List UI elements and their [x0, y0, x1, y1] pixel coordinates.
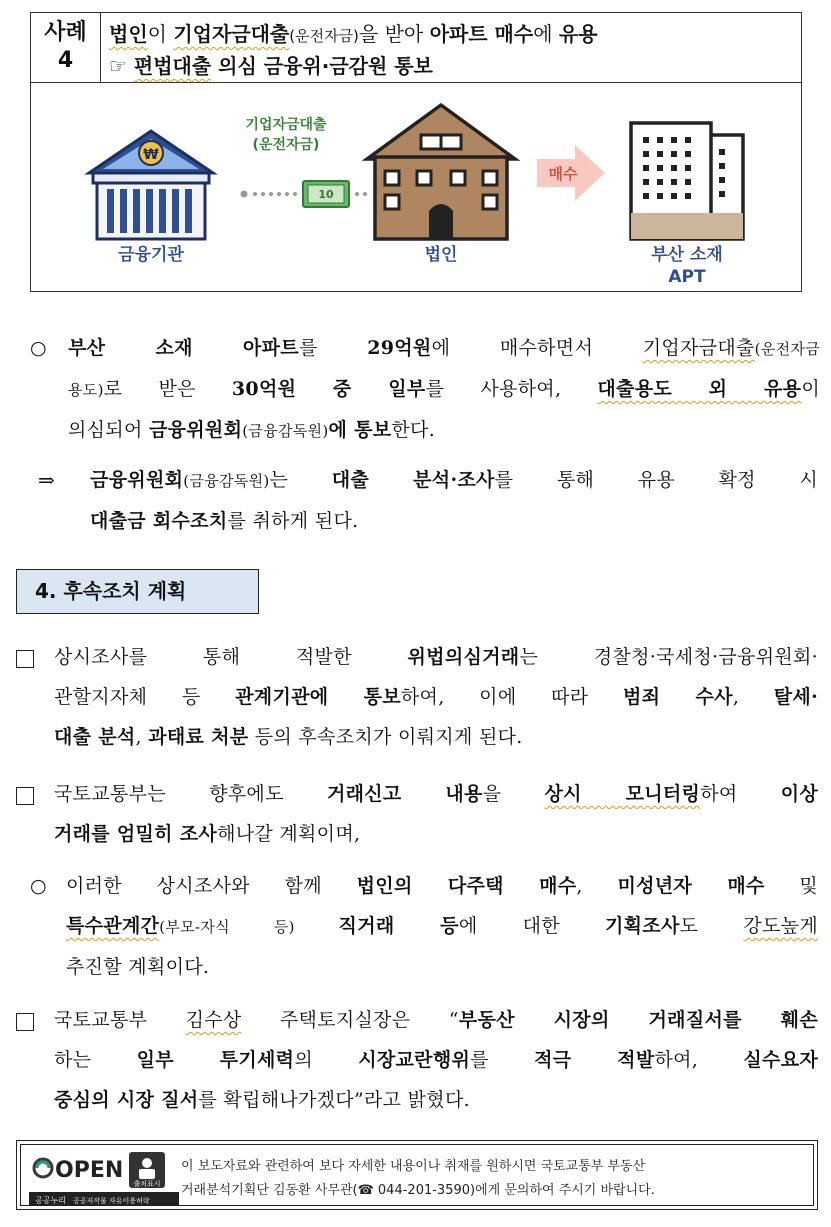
bank-icon	[89, 131, 213, 239]
text: 해나갈 계획이며,	[217, 823, 361, 845]
circle-bullet: ○	[30, 875, 47, 897]
flow-dots	[241, 191, 298, 198]
text: 이상	[780, 783, 819, 805]
pointer-icon: ☞	[109, 54, 127, 78]
text: 를 취하게 된다.	[227, 510, 359, 532]
checkbox-bullet-icon	[16, 650, 34, 668]
case-title-part: 유용	[558, 22, 598, 46]
text: 대출 분석	[54, 726, 136, 748]
text: 를 통해 유용 확정 시	[494, 469, 818, 491]
flow-illustration	[31, 83, 801, 291]
text: 금융위원회	[148, 419, 243, 441]
logo-text: OPEN	[55, 1158, 124, 1183]
text: 국토교통부	[54, 1009, 186, 1031]
text: 대출 분석·조사	[331, 469, 495, 491]
arrow-icon: ⇒	[38, 468, 56, 492]
corporation-building-icon	[367, 105, 515, 239]
text: 를	[470, 1049, 535, 1071]
text: 미성년자 매수	[617, 875, 765, 897]
text: ,	[576, 875, 618, 897]
paragraph-case-detail	[30, 328, 820, 451]
bank-label: 금융기관	[118, 245, 184, 265]
text: 중심의 시장 질서	[54, 1089, 199, 1111]
text: 에 매수하면서	[431, 337, 643, 359]
text: 이러한 상시조사와 함께	[66, 875, 357, 897]
money-icon	[303, 181, 349, 207]
case-title-part: 편법대출	[133, 54, 212, 78]
logo-subtext: 공공누리	[35, 1196, 66, 1205]
case-header	[31, 13, 801, 83]
text: 탈세·	[773, 686, 818, 708]
text: 를	[298, 337, 368, 359]
loan-label: 기업자금대출	[245, 117, 327, 133]
list-item	[16, 774, 818, 854]
text: 하는	[54, 1049, 137, 1071]
text: 직거래 등	[338, 915, 459, 937]
circle-bullet: ○	[30, 337, 47, 359]
text: 시장교란행위	[358, 1049, 471, 1071]
text: 용도)	[68, 381, 104, 399]
footer-line: 거래분석기획단 김동환 사무관(☎ 044-201-3590)에게 문의하여 주시기 바랍니다.	[181, 1183, 655, 1198]
apt-label: 부산 소재	[651, 245, 723, 265]
text: 30억원 중 일부	[231, 378, 426, 400]
case-title-part: 이	[147, 22, 174, 46]
text: 강도높게	[743, 915, 818, 937]
text: 적극 적발	[534, 1049, 655, 1071]
text: 과태료 처분	[148, 726, 249, 748]
text: 대출용도 외 유용	[597, 378, 802, 400]
text: (금융감독원)	[183, 472, 270, 490]
text: 하여	[700, 783, 781, 805]
case-title-part: (운전자금)	[289, 27, 359, 45]
text: 거래신고 내용	[326, 783, 483, 805]
case-title-part: 에	[533, 22, 559, 46]
text: (부모-자식 등)	[159, 918, 339, 936]
loan-label-sub: (운전자금)	[252, 137, 320, 153]
footer-inner	[20, 1144, 814, 1206]
section-title: 4. 후속조치 계획	[16, 569, 259, 614]
text: 의	[294, 1049, 359, 1071]
text: 를 사용하여,	[425, 378, 598, 400]
case-title-part: 을 받아	[358, 22, 430, 46]
text: 도	[679, 915, 744, 937]
logo-badge: 출처표시	[133, 1180, 161, 1188]
logo-subtext-2: 공공저작물 자유이용허락	[73, 1197, 150, 1205]
text: 대출금 회수조치	[90, 510, 228, 532]
text: 하여,	[654, 1049, 744, 1071]
text: 주택토지실장은 “	[241, 1009, 459, 1031]
footer-contact	[181, 1155, 821, 1203]
case-title-part: 기업자금대출	[173, 22, 290, 46]
text: 29억원	[367, 337, 432, 359]
text: (운전자금	[754, 340, 820, 358]
case-title	[109, 19, 799, 81]
text: 기획조사	[605, 915, 680, 937]
text: 위법의심거래	[407, 646, 520, 668]
list-subitem	[30, 866, 818, 987]
text: 관할지자체 등	[54, 686, 236, 708]
text: (금융감독원)	[242, 422, 329, 440]
text: 는 경찰청·국세청·금융위원회·	[519, 646, 818, 668]
text: 추진할 계획이다.	[66, 956, 210, 978]
text: 에 대한	[458, 915, 605, 937]
text: 한다.	[391, 419, 436, 441]
text: 는	[269, 469, 332, 491]
case-illustration	[31, 83, 801, 291]
text: 기업자금대출	[642, 337, 755, 359]
list-item	[16, 1000, 818, 1120]
apt-label-sub: APT	[668, 267, 706, 287]
list-item	[16, 637, 818, 757]
text: 의심되어	[68, 419, 149, 441]
checkbox-bullet-icon	[16, 787, 34, 805]
text: 에 통보	[328, 419, 392, 441]
text: 실수요자	[743, 1049, 819, 1071]
footer-box	[16, 1140, 818, 1210]
footer-line: 이 보도자료와 관련하여 보다 자세한 내용이나 취재를 원하시면 국토교통부 부동산	[181, 1159, 646, 1174]
text: 특수관계간	[66, 915, 160, 937]
money-value: 10	[318, 188, 334, 201]
text: 부동산 시장의 거래질서를 훼손	[458, 1009, 818, 1031]
text: 이	[801, 378, 820, 400]
case-title-part: 아파트 매수	[429, 22, 534, 46]
case-number-value: 4	[57, 48, 74, 73]
text: ,	[732, 686, 774, 708]
text: 를 확립해나가겠다”라고 밝혔다.	[198, 1089, 470, 1111]
text: 국토교통부는 향후에도	[54, 783, 327, 805]
text: 및	[764, 875, 819, 897]
case-title-part: 의심 금융위·금감원 통보	[211, 54, 433, 78]
text: 을	[482, 783, 545, 805]
checkbox-bullet-icon	[16, 1013, 34, 1031]
text: 거래를 엄밀히 조사	[54, 823, 218, 845]
buy-label: 매수	[548, 165, 578, 183]
text: 등의 후속조치가 이뤄지게 된다.	[248, 726, 523, 748]
text: 범죄 수사	[623, 686, 733, 708]
kogl-logo	[29, 1150, 179, 1206]
text: 일부 투기세력	[136, 1049, 295, 1071]
case-title-part: 법인	[109, 22, 148, 46]
corp-label: 법인	[424, 245, 458, 265]
text: 상시조사를 통해 적발한	[54, 646, 408, 668]
text: 김수상	[185, 1009, 242, 1031]
text: 로 받은	[103, 378, 232, 400]
text: ,	[135, 726, 149, 748]
svg-text:₩: ₩	[143, 147, 159, 163]
text: 관계기관에 통보	[235, 686, 401, 708]
case-number	[31, 13, 101, 83]
case-box	[30, 12, 802, 292]
text: 법인의 다주택 매수	[356, 875, 577, 897]
text: 하여, 이에 따라	[400, 686, 623, 708]
apartment-icon	[631, 123, 743, 239]
paragraph-followup	[38, 460, 818, 541]
text: 부산 소재 아파트	[68, 337, 299, 359]
case-number-label: 사례	[44, 20, 87, 45]
text: 상시 모니터링	[544, 783, 701, 805]
text: 금융위원회	[90, 469, 184, 491]
